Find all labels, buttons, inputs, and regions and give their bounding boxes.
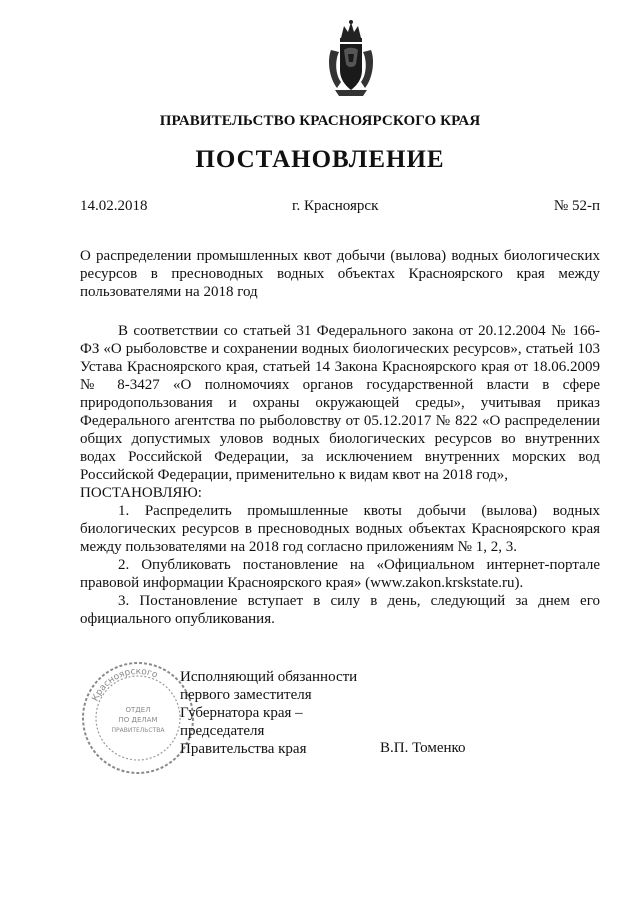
decree-item: 1. Распределить промышленные квоты добычи (вылова) водных биологических ресурсов в пресноводных водных объектах Красноярского края между пользователями на 2018 год согласно приложениям № 1, 2, 3.	[80, 503, 600, 555]
stamp-text-line: ОТДЕЛ	[125, 706, 151, 714]
preamble-paragraph: В соответствии со статьей 31 Федерального закона от 20.12.2004 № 166-ФЗ «О рыболовстве и сохранении водных биологических ресурсов», статьей 103 Устава Красноярского края, статьей 14 Закона Красноярского края от 18.06.2009 № 8-3427 «О полномочиях органов государственной власти в сфере природопользования и охраны окружающей среды», учитывая приказ Федерального агентства по рыболовству от 05.12.2017 № 822 «О распределении общих допустимых уловов водных биологических ресурсов во внутренних водах Российской Федерации, за исключением внутренних морских вод Российской Федерации, применительно к видам квот на 2018 год»,	[80, 323, 600, 483]
document-city: г. Красноярск	[292, 198, 379, 214]
document-subject: О распределении промышленных квот добычи (вылова) водных биологических ресурсов в пресноводных водных объектах Красноярского края между пользователями на 2018 год	[80, 248, 600, 300]
signature-line: Губернатора края –	[180, 705, 303, 721]
signature-line: Исполняющий обязанности	[180, 669, 358, 685]
document-number: № 52-п	[553, 198, 600, 214]
coat-of-arms-emblem	[327, 20, 375, 98]
organization-name: ПРАВИТЕЛЬСТВО КРАСНОЯРСКОГО КРАЯ	[159, 113, 481, 129]
decree-item: 3. Постановление вступает в силу в день, следующий за днем его официального опубликования.	[80, 593, 600, 627]
signature-line: председателя	[180, 723, 265, 739]
signature-line: первого заместителя	[180, 687, 312, 703]
official-stamp	[80, 660, 196, 776]
document-body	[80, 322, 600, 628]
stamp-text-top: Красноярского	[90, 666, 159, 704]
document-date: 14.02.2018	[80, 198, 148, 214]
svg-text:Красноярского	[91, 667, 160, 703]
signatory-name: В.П. Томенко	[380, 740, 466, 756]
signature-line: Правительства края	[180, 741, 307, 757]
stamp-text-line: ПРАВИТЕЛЬСТВА	[111, 727, 165, 734]
stamp-text-line: ПО ДЕЛАМ	[118, 716, 158, 724]
decree-item: 2. Опубликовать постановление на «Официальном интернет-портале правовой информации Красноярского края» (www.zakon.krskstate.ru).	[80, 557, 600, 591]
signature-block	[180, 668, 357, 758]
document-type-title: ПОСТАНОВЛЕНИЕ	[195, 146, 445, 173]
decree-word: ПОСТАНОВЛЯЮ:	[80, 485, 202, 501]
